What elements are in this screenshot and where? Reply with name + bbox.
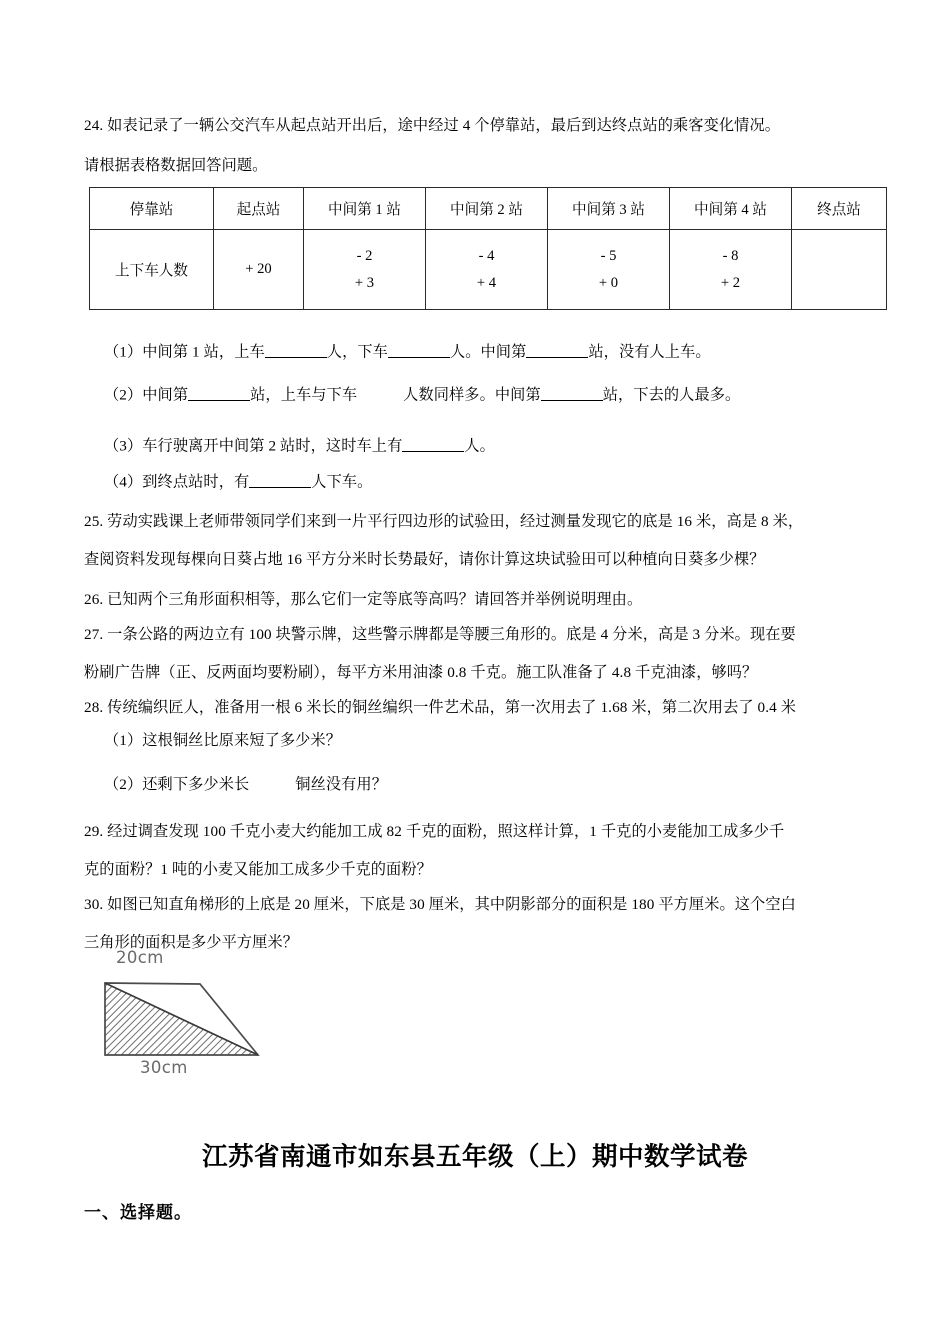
question-28-line-1: 28. 传统编织匠人，准备用一根 6 米长的铜丝编织一件艺术品，第一次用去了 1.68 米，第二次用去了 0.4 米 — [84, 699, 797, 716]
table-row — [90, 230, 887, 310]
bus-passenger-table — [89, 187, 887, 310]
question-24-line-1: 24. 如表记录了一辆公交汽车从起点站开出后，途中经过 4 个停靠站，最后到达终点站的乘客变化情况。 — [84, 117, 781, 134]
sub-3-text-b: 人。 — [464, 437, 495, 455]
question-24-sub-4 — [104, 473, 372, 490]
table-cell-stop-1 — [304, 230, 426, 310]
question-30-line-2: 三角形的面积是多少平方厘米？ — [84, 934, 299, 951]
answer-blank[interactable] — [188, 386, 250, 401]
trapezoid-figure — [86, 948, 316, 1100]
answer-blank[interactable] — [526, 343, 588, 358]
cell-value-top: + 20 — [245, 261, 272, 277]
sub-2-text-a: （2）还剩下多少米长 — [104, 776, 250, 793]
sub-1-text-a: （1）中间第 1 站，上车 — [104, 343, 265, 361]
cell-value-bottom: + 0 — [598, 274, 619, 291]
sub-3-text-a: （3）车行驶离开中间第 2 站时，这时车上有 — [104, 437, 403, 455]
sub-2-text-b: 站，上车与下车 — [250, 386, 358, 404]
table-cell-end-station — [792, 230, 887, 310]
table-header-cell: 中间第 1 站 — [304, 188, 426, 230]
cell-value-top: - 4 — [478, 247, 495, 264]
cell-value-top: - 5 — [600, 247, 617, 264]
question-25-line-1: 25. 劳动实践课上老师带领同学们来到一片平行四边形的试验田，经过测量发现它的底是 16 米，高是 8 米， — [84, 513, 804, 530]
question-28-sub-2 — [104, 777, 387, 792]
table-row-label: 上下车人数 — [90, 230, 214, 310]
cell-value-bottom: + 4 — [476, 274, 497, 291]
question-28-sub-1: （1）这根铜丝比原来短了多少米？ — [104, 732, 342, 749]
table-cell-start-station — [214, 230, 304, 310]
table-cell-stop-3 — [548, 230, 670, 310]
table-header-cell: 起点站 — [214, 188, 304, 230]
sub-1-text-b: 人，下车 — [326, 343, 388, 361]
sub-4-text-a: （4）到终点站时，有 — [104, 473, 250, 491]
sub-2-text-b: 铜丝没有用？ — [295, 776, 388, 793]
question-27-line-1: 27. 一条公路的两边立有 100 块警示牌，这些警示牌都是等腰三角形的。底是 4 分米，高是 3 分米。现在要 — [84, 626, 796, 643]
table-header-cell: 中间第 3 站 — [548, 188, 670, 230]
page-title: 江苏省南通市如东县五年级（上）期中数学试卷 — [201, 1142, 748, 1171]
table-header-cell: 停靠站 — [90, 188, 214, 230]
table-header-row — [90, 188, 887, 230]
question-24-sub-2 — [104, 386, 740, 403]
cell-value-bottom: + 2 — [720, 274, 741, 291]
question-26-line-1: 26. 已知两个三角形面积相等，那么它们一定等底等高吗？请回答并举例说明理由。 — [84, 591, 643, 608]
cell-value-top: - 2 — [356, 247, 373, 264]
trapezoid-svg — [86, 948, 316, 1100]
question-24-sub-1 — [104, 343, 711, 360]
table-cell-stop-2 — [426, 230, 548, 310]
figure-bottom-label: 30cm — [140, 1058, 188, 1077]
table-cell-stop-4 — [670, 230, 792, 310]
sub-2-text-c: 人数同样多。中间第 — [403, 386, 541, 404]
sub-2-text-a: （2）中间第 — [104, 386, 189, 404]
question-24-line-2: 请根据表格数据回答问题。 — [84, 157, 268, 174]
answer-blank[interactable] — [388, 343, 450, 358]
sub-2-text-d: 站，下去的人最多。 — [602, 386, 741, 404]
table-header-cell: 终点站 — [792, 188, 887, 230]
question-30-line-1: 30. 如图已知直角梯形的上底是 20 厘米，下底是 30 厘米，其中阴影部分的面积是 180 平方厘米。这个空白 — [84, 896, 796, 913]
sub-1-text-d: 站，没有人上车。 — [588, 343, 711, 361]
question-27-line-2: 粉刷广告牌（正、反两面均要粉刷），每平方米用油漆 0.8 千克。施工队准备了 4.8 千克油漆，够吗？ — [84, 664, 758, 681]
question-24-sub-3 — [104, 437, 495, 454]
answer-blank[interactable] — [541, 386, 603, 401]
table-header-cell: 中间第 4 站 — [670, 188, 792, 230]
question-29-line-2: 克的面粉？1 吨的小麦又能加工成多少千克的面粉？ — [84, 861, 432, 878]
table-header-cell: 中间第 2 站 — [426, 188, 548, 230]
sub-1-text-c: 人。中间第 — [449, 343, 527, 361]
answer-blank[interactable] — [402, 437, 464, 452]
question-25-line-2: 查阅资料发现每棵向日葵占地 16 平方分米时长势最好，请你计算这块试验田可以种植向日葵多少棵？ — [84, 551, 765, 568]
section-heading-1: 一、选择题。 — [84, 1203, 192, 1222]
answer-blank[interactable] — [265, 343, 327, 358]
cell-value-bottom: + 3 — [354, 274, 375, 291]
question-29-line-1: 29. 经过调查发现 100 千克小麦大约能加工成 82 千克的面粉，照这样计算，1 千克的小麦能加工成多少千 — [84, 823, 785, 840]
sub-4-text-b: 人下车。 — [311, 473, 373, 491]
answer-blank[interactable] — [249, 473, 311, 488]
cell-value-top: - 8 — [722, 247, 739, 264]
figure-top-label: 20cm — [116, 948, 164, 967]
